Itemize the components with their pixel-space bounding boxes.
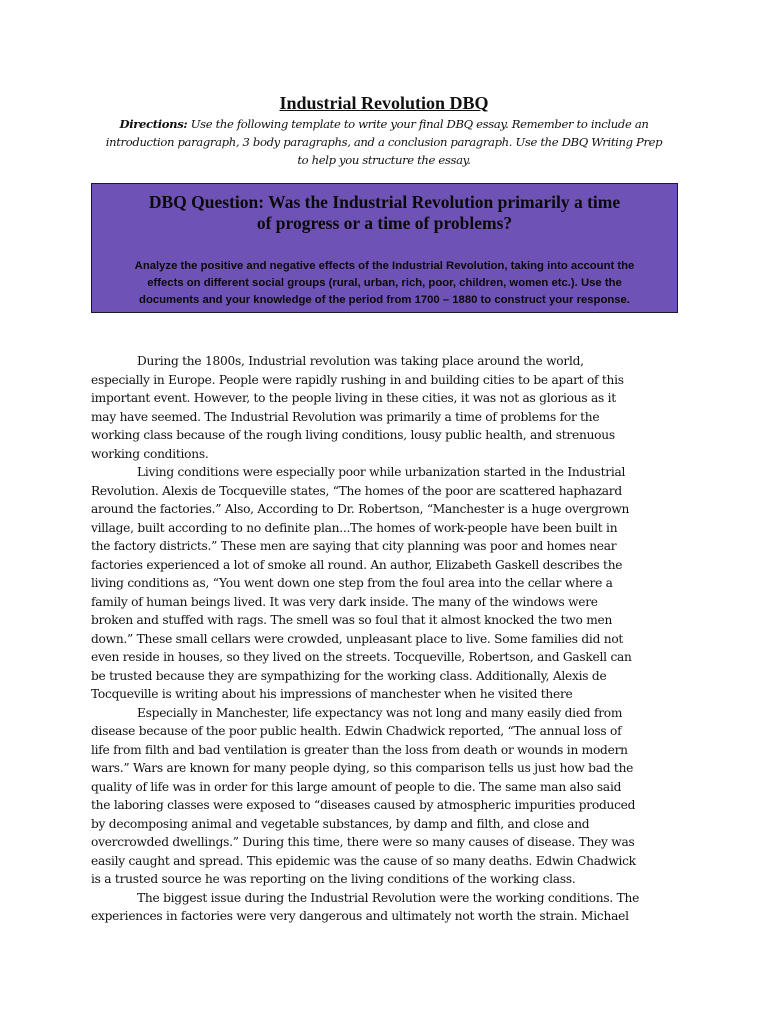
directions — [84, 115, 684, 169]
essay-line: disease because of the poor public health. Edwin Chadwick reported, “The annual loss of — [91, 724, 622, 738]
essay-line: experiences in factories were very dangerous and ultimately not worth the strain. Michael — [91, 909, 629, 923]
directions-line: to help you structure the essay. — [297, 153, 471, 167]
essay-line: living conditions as, “You went down one step from the foul area into the cellar where a — [91, 576, 613, 590]
directions-line: Use the following template to write your final DBQ essay. Remember to include an — [187, 117, 649, 131]
page-title: Industrial Revolution DBQ — [279, 93, 489, 113]
question-title-line: DBQ Question: Was the Industrial Revolution primarily a time — [148, 192, 621, 212]
dbq-question-box — [91, 183, 678, 313]
essay-line: Revolution. Alexis de Tocqueville states, “The homes of the poor are scattered haphazard — [91, 483, 622, 498]
essay-line: around the factories.” Also, According to Dr. Robertson, “Manchester is a huge overgrown — [91, 502, 630, 516]
essay-line: is a trusted source he was reporting on the living conditions of the working class. — [91, 872, 576, 886]
essay-line: the laboring classes were exposed to “diseases caused by atmospheric impurities produced — [91, 798, 636, 812]
question-title-line: of progress or a time of problems? — [256, 213, 513, 233]
essay-line: quality of life was in order for this large amount of people to die. The same man also said — [91, 779, 622, 794]
essay-line: During the 1800s, Industrial revolution was taking place around the world, — [137, 354, 584, 368]
essay-line: family of human beings lived. It was very dark inside. The many of the windows were — [91, 594, 598, 609]
question-text-line: effects on different social groups (rural, urban, rich, poor, children, women etc.). Use the — [147, 277, 622, 289]
essay-line: even reside in houses, so they lived on the streets. Tocqueville, Robertson, and Gaskell can — [91, 650, 632, 664]
essay-line: working conditions. — [91, 446, 209, 461]
essay-line: especially in Europe. People were rapidly rushing in and building cities to be apart of this — [91, 372, 624, 387]
essay-line: easily caught and spread. This epidemic was the cause of so many deaths. Edwin Chadwick — [91, 853, 636, 868]
essay-line: overcrowded dwellings.” During this time, there were so many causes of disease. They was — [91, 835, 635, 849]
dbq-question-title — [92, 192, 677, 234]
essay-line: broken and stuffed with rags. The smell was so foul that it almost knocked the two men — [91, 613, 613, 627]
essay-line: Tocqueville is writing about his impressions of manchester when he visited there — [91, 687, 573, 701]
question-text-line: documents and your knowledge of the period from 1700 – 1880 to construct your response. — [139, 294, 630, 306]
question-text-line: Analyze the positive and negative effects of the Industrial Revolution, taking into account the — [134, 260, 635, 272]
essay-line: life from filth and bad ventilation is greater than the loss from death or wounds in modern — [91, 742, 628, 757]
essay-line: the factory districts.” These men are saying that city planning was poor and homes near — [91, 539, 617, 553]
dbq-question-instructions — [102, 258, 667, 309]
essay-line: The biggest issue during the Industrial Revolution were the working conditions. The — [137, 890, 640, 905]
essay-line: Especially in Manchester, life expectancy was not long and many easily died from — [137, 705, 623, 720]
essay-line: be trusted because they are sympathizing for the working class. Additionally, Alexis de — [91, 668, 607, 683]
essay-line: down.” These small cellars were crowded, unpleasant place to live. Some families did not — [91, 631, 624, 646]
essay-body — [91, 352, 681, 926]
essay-line: factories experienced a lot of smoke all round. An author, Elizabeth Gaskell describes the — [91, 557, 623, 572]
essay-line: Living conditions were especially poor while urbanization started in the Industrial — [137, 465, 626, 479]
essay-line: may have seemed. The Industrial Revolution was primarily a time of problems for the — [91, 409, 600, 424]
essay-line: working class because of the rough living conditions, lousy public health, and strenuous — [91, 428, 615, 442]
essay-line: important event. However, to the people living in these cities, it was not as glorious as it — [91, 391, 616, 405]
essay-line: village, built according to no definite plan...The homes of work-people have been built in — [91, 520, 618, 535]
essay-line: by decomposing animal and vegetable substances, by damp and filth, and close and — [91, 816, 590, 831]
directions-label: Directions: — [119, 117, 188, 131]
directions-line: introduction paragraph, 3 body paragraphs, and a conclusion paragraph. Use the DBQ Writing Prep — [105, 135, 663, 149]
essay-line: wars.” Wars are known for many people dying, so this comparison tells us just how bad the — [91, 761, 634, 775]
